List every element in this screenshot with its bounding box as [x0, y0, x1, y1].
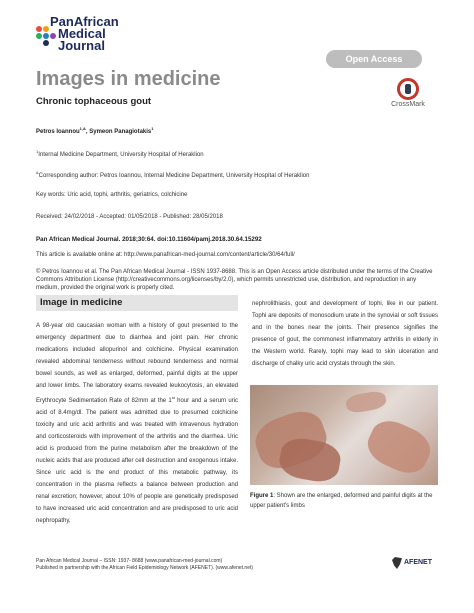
- body-text-left-part-2: hour and a serum uric acid of 8.4mg/dl. The patient was admitted due to presumed colchicine toxicity and uric acid arthritis and was treated with intravenous hydration and corticosteroids with improvement of the arthritis and the diarrhea. Uric acid is produced from the purine metabolism after the breakdown of the nucleic acids that are produced after cell destruction and exogenous intake. Since uric acid is the end product of this metabolic pathway, its concentration in the plasma reflects a balance between production and renal excretion; however, about 10% of people are genetically predisposed to have increased uric acid concentration and are predisposed to uric acid nephropathy,: [36, 398, 239, 524]
- article-title: Chronic tophaceous gout: [36, 96, 152, 107]
- keywords: Key words: Uric acid, tophi, arthritis, geriatrics, colchicine: [36, 192, 188, 198]
- publication-dates: Received: 24/02/2018 - Accepted: 01/05/2018 - Published: 28/05/2018: [36, 214, 223, 220]
- figure-caption-text: : Shown are the enlarged, deformed and painful digits at the upper patient's limbs: [250, 493, 433, 509]
- corresponding-author-text: Corresponding author: Petros Ioannou, Internal Medicine Department, University Hospital of Heraklion: [38, 173, 310, 179]
- body-text-left-part-1: A 98-year old caucasian woman with a history of gout presented to the emergency department due to diarrhea and joint pain. Her chronic medications included allopurinol and colchicine. Physical examination revealed abdominal tenderness without rebound tenderness and normal bowel sounds, as well as enlarged, deformed, painful digits at the upper and lower limbs. The laboratory exams revealed leukocytosis, an elevated Erythrocyte Sedimentation Rate of 82mm at the 1: [36, 323, 238, 404]
- crossmark-label: CrossMark: [391, 101, 425, 108]
- logo-line-3: Journal: [58, 38, 105, 53]
- author-list: [36, 126, 154, 135]
- author-1-affiliation-mark: 1,&: [79, 126, 86, 131]
- affiliation-1: [36, 148, 204, 159]
- page-title: Images in medicine: [36, 68, 221, 90]
- open-access-badge: Open Access: [326, 50, 422, 68]
- copyright-notice: © Petros Ioannou et al. The Pan African Medical Journal - ISSN 1937-8688. This is an Open Access article distributed under the terms of the Creative Commons Attribution License (http://creativecommons.org/licenses/by/2.0), which permits unrestricted use, distribution, and reproduction in any medium, provided the original work is properly cited.: [36, 269, 433, 291]
- logo-line-1: PanAfrican: [50, 14, 119, 29]
- afenet-logo-text: AFENET: [404, 559, 432, 566]
- page-footer: [36, 558, 356, 572]
- logo-dots-icon: [36, 26, 58, 48]
- section-heading: Image in medicine: [40, 297, 123, 308]
- corresponding-author-mark: &: [36, 170, 39, 175]
- footer-line-2: Published in partnership with the African Field Epidemiology Network (AFENET). (www.afenet.net): [36, 565, 254, 571]
- author-2-affiliation-mark: 1: [151, 126, 154, 131]
- clinical-photo-hands: [250, 385, 438, 485]
- africa-map-icon: [392, 557, 402, 569]
- crossmark-icon: [397, 78, 419, 100]
- journal-logo: [36, 16, 136, 56]
- crossmark-button[interactable]: [388, 78, 428, 112]
- figure-label: Figure 1: [250, 493, 274, 499]
- figure-caption: [250, 491, 438, 511]
- footer-line-1: Pan African Medical Journal – ISSN: 1937- 8688 (www.panafrican-med-journal.com): [36, 558, 223, 564]
- author-1: Petros Ioannou: [36, 129, 80, 135]
- author-2: , Symeon Panagiotakis: [85, 129, 152, 135]
- affiliation-1-mark: 1: [36, 149, 39, 154]
- affiliation-1-text: Internal Medicine Department, University Hospital of Heraklion: [38, 152, 204, 158]
- citation: Pan African Medical Journal. 2018;30:64. doi:10.11604/pamj.2018.30.64.15292: [36, 236, 262, 243]
- body-text-left-column: [36, 320, 238, 527]
- logo-line-2: Medical: [58, 26, 106, 41]
- ordinal-superscript: st: [171, 395, 175, 400]
- article-url[interactable]: This article is available online at: http://www.panafrican-med-journal.com/content/article/30/64/full/: [36, 252, 295, 258]
- corresponding-author: [36, 169, 309, 180]
- body-text-right-column: nephrolithiasis, gout and development of tophi, like in our patient. Tophi are deposits of monosodium urate in the synovial or soft tissues and in the bones near the joints. Their presence signifies the presence of gout, the commonest inflammatory arthritis in elderly in the Western world. Rarely, tophi may lead to skin ulceration and discharge of chalky uric acid crystals through the skin.: [252, 301, 438, 367]
- afenet-logo: [392, 557, 438, 571]
